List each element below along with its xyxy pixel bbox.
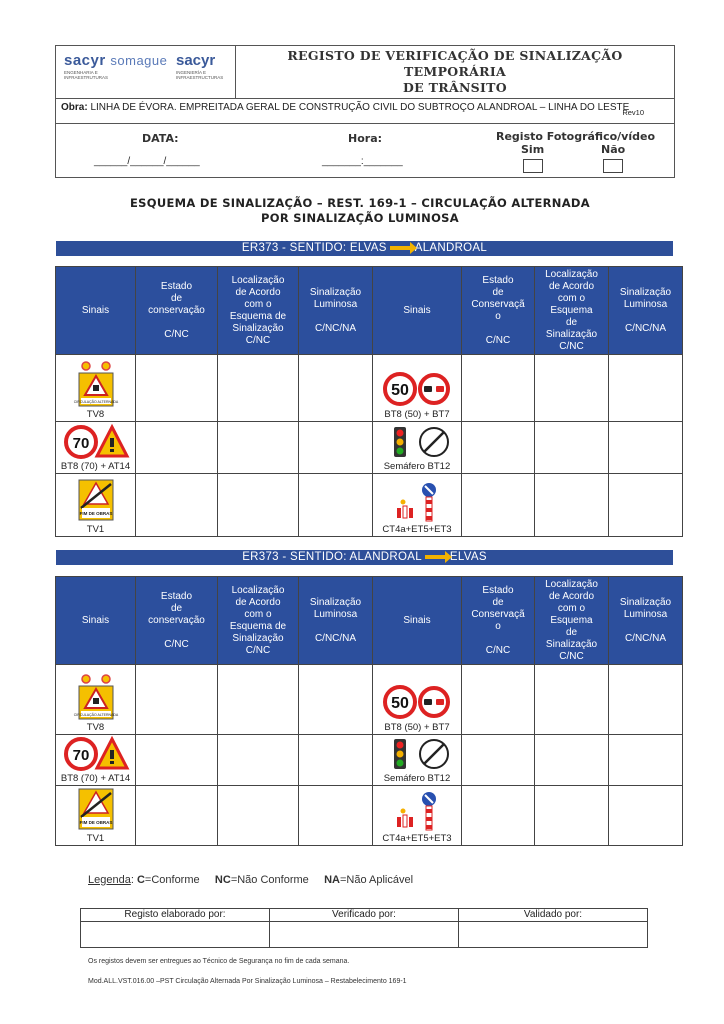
semaforo-caption: Semáfero BT12 — [383, 773, 451, 784]
cell[interactable] — [136, 355, 218, 422]
cell[interactable] — [218, 422, 299, 474]
sign-bt8-70 — [56, 422, 136, 474]
validado-label: Validado por: — [459, 909, 648, 922]
col-localizacao-2: Localização de Acordo com o Esquema de Sinalização C/NC — [535, 577, 609, 665]
bt8-70-caption: BT8 (70) + AT14 — [60, 773, 131, 784]
cell[interactable] — [462, 735, 535, 786]
speed-limit-70-icon — [63, 737, 129, 771]
col-localizacao-2: Localização de Acordo com o Esquema de Sinalização C/NC — [535, 267, 609, 355]
cell[interactable] — [218, 474, 299, 537]
form-title: REGISTO DE VERIFICAÇÃO DE SINALIZAÇÃO TEMPORÁRIA DE TRÂNSITO — [287, 48, 623, 95]
signoff-table — [80, 908, 648, 948]
cell[interactable] — [136, 474, 218, 537]
cell[interactable] — [218, 735, 299, 786]
obra-label: Obra: — [61, 102, 88, 113]
scheme-title: ESQUEMA DE SINALIZAÇÃO – REST. 169-1 – CIRCULAÇÃO ALTERNADA POR SINALIZAÇÃO LUMINOSA — [130, 196, 590, 225]
svg-text:CIRCULAÇÃO ALTERNADA: CIRCULAÇÃO ALTERNADA — [73, 400, 118, 404]
tv1-caption: TV1 — [86, 524, 105, 535]
cell[interactable] — [609, 665, 683, 735]
arrow-right-icon — [425, 555, 447, 559]
col-luminosa-2: Sinalização Luminosa C/NC/NA — [609, 577, 683, 665]
logos — [56, 46, 236, 98]
nao-checkbox[interactable] — [603, 159, 623, 173]
traffic-light-icon — [384, 425, 450, 459]
sacyr-somague-logo: sacyr somague — [64, 52, 168, 69]
col-estado: Estado de conservação C/NC — [136, 267, 218, 355]
sign-semaforo — [373, 422, 462, 474]
elaborado-label: Registo elaborado por: — [81, 909, 270, 922]
col-sinais-2: Sinais — [373, 267, 462, 355]
sacyr-logo: sacyr — [176, 52, 216, 69]
svg-text:50: 50 — [391, 695, 409, 712]
sign-bt8-70 — [56, 735, 136, 786]
sign-bt8-50 — [373, 355, 462, 422]
sign-ct4a — [373, 786, 462, 846]
tv8-sign-icon — [73, 674, 118, 720]
col-estado: Estado de conservação C/NC — [136, 577, 218, 665]
cell[interactable] — [462, 474, 535, 537]
col-estado-2: Estado de Conservaçã o C/NC — [462, 267, 535, 355]
col-sinais: Sinais — [56, 267, 136, 355]
tv8-caption: TV8 — [86, 409, 105, 420]
elaborado-signature[interactable] — [81, 922, 270, 948]
tv8-sign-icon — [73, 361, 118, 407]
svg-text:70: 70 — [72, 435, 89, 452]
cell[interactable] — [535, 355, 609, 422]
sim-label: Sim — [521, 143, 545, 156]
sign-ct4a — [373, 474, 462, 537]
sign-tv8 — [56, 665, 136, 735]
cell[interactable] — [299, 355, 373, 422]
verificado-signature[interactable] — [270, 922, 459, 948]
col-estado-2: Estado de Conservaçã o C/NC — [462, 577, 535, 665]
col-luminosa: Sinalização Luminosa C/NC/NA — [299, 577, 373, 665]
col-sinais-2: Sinais — [373, 577, 462, 665]
ct4a-sign-icon — [389, 791, 445, 831]
cell[interactable] — [299, 735, 373, 786]
cell[interactable] — [136, 422, 218, 474]
logo-right-subtitle: INGENIERÍA E INFRAESTRUCTURAS — [176, 70, 224, 80]
cell[interactable] — [609, 422, 683, 474]
col-sinais: Sinais — [56, 577, 136, 665]
cell[interactable] — [299, 422, 373, 474]
cell[interactable] — [535, 735, 609, 786]
ct4a-sign-icon — [389, 482, 445, 522]
verificado-label: Verificado por: — [270, 909, 459, 922]
col-localizacao: Localização de Acordo com o Esquema de Sinalização C/NC — [218, 577, 299, 665]
cell[interactable] — [299, 786, 373, 846]
tv8-caption: TV8 — [86, 722, 105, 733]
cell[interactable] — [218, 786, 299, 846]
data-label: DATA: — [142, 132, 179, 145]
foto-label: Registo Fotográfico/vídeo — [496, 130, 656, 143]
sign-tv8 — [56, 355, 136, 422]
cell[interactable] — [535, 474, 609, 537]
bt8-50-caption: BT8 (50) + BT7 — [384, 409, 450, 420]
hora-field[interactable]: _______:_______ — [322, 156, 403, 167]
semaforo-caption: Semáfero BT12 — [383, 461, 451, 472]
nao-label: Não — [601, 143, 626, 156]
svg-text:50: 50 — [391, 382, 409, 399]
cell[interactable] — [136, 665, 218, 735]
sign-tv1 — [56, 786, 136, 846]
sim-checkbox[interactable] — [523, 159, 543, 173]
cell[interactable] — [299, 474, 373, 537]
ct4a-caption: CT4a+ET5+ET3 — [382, 833, 452, 844]
route-bar-2: ER373 - SENTIDO: ALANDROAL ELVAS — [56, 550, 673, 565]
cell[interactable] — [218, 665, 299, 735]
cell[interactable] — [462, 355, 535, 422]
obra-row — [56, 98, 674, 124]
speed-limit-50-icon — [384, 684, 450, 720]
svg-text:FIM DE OBRAS: FIM DE OBRAS — [79, 511, 112, 516]
cell[interactable] — [609, 735, 683, 786]
traffic-light-icon — [384, 737, 450, 771]
tv1-sign-icon — [77, 787, 115, 831]
cell[interactable] — [218, 355, 299, 422]
sign-tv1 — [56, 474, 136, 537]
cell[interactable] — [535, 422, 609, 474]
svg-text:FIM DE OBRAS: FIM DE OBRAS — [79, 820, 112, 825]
ct4a-caption: CT4a+ET5+ET3 — [382, 524, 452, 535]
cell[interactable] — [462, 786, 535, 846]
form-header — [55, 45, 675, 178]
cell[interactable] — [299, 665, 373, 735]
cell[interactable] — [535, 786, 609, 846]
svg-text:CIRCULAÇÃO ALTERNADA: CIRCULAÇÃO ALTERNADA — [73, 713, 118, 717]
footer-mod: Mod.ALL.VST.016.00 –PST Circulação Alternada Por Sinalização Luminosa – Restabelecimento 169-1 — [88, 978, 407, 985]
bt8-50-caption: BT8 (50) + BT7 — [384, 722, 450, 733]
checklist-table-1 — [55, 266, 683, 537]
cell[interactable] — [609, 474, 683, 537]
col-localizacao: Localização de Acordo com o Esquema de Sinalização C/NC — [218, 267, 299, 355]
route-bar-1: ER373 - SENTIDO: ELVAS ALANDROAL — [56, 241, 673, 256]
validado-signature[interactable] — [459, 922, 648, 948]
cell[interactable] — [609, 355, 683, 422]
arrow-right-icon — [390, 246, 412, 250]
col-luminosa: Sinalização Luminosa C/NC/NA — [299, 267, 373, 355]
legend: Legenda: C=Conforme NC=Não Conforme NA=Não Aplicável — [88, 874, 414, 886]
cell[interactable] — [462, 422, 535, 474]
logo-left-subtitle: ENGENHARIA E INFRAESTRUTURAS — [64, 70, 109, 80]
checklist-table-2 — [55, 576, 683, 846]
cell[interactable] — [609, 786, 683, 846]
col-luminosa-2: Sinalização Luminosa C/NC/NA — [609, 267, 683, 355]
bt8-70-caption: BT8 (70) + AT14 — [60, 461, 131, 472]
speed-limit-70-icon — [63, 425, 129, 459]
revision: Rev10 — [622, 108, 644, 117]
data-field[interactable]: ______/______/______ — [94, 156, 200, 167]
cell[interactable] — [136, 735, 218, 786]
cell[interactable] — [136, 786, 218, 846]
sign-semaforo — [373, 735, 462, 786]
cell[interactable] — [462, 665, 535, 735]
footer-note: Os registos devem ser entregues ao Técnico de Segurança no fim de cada semana. — [88, 958, 350, 965]
cell[interactable] — [535, 665, 609, 735]
svg-text:70: 70 — [72, 747, 89, 764]
speed-limit-50-icon — [384, 371, 450, 407]
tv1-sign-icon — [77, 478, 115, 522]
tv1-caption: TV1 — [86, 833, 105, 844]
obra-text: LINHA DE ÉVORA. EMPREITADA GERAL DE CONSTRUÇÃO CIVIL DO SUBTROÇO ALANDROAL – LINHA DO LESTE — [90, 102, 630, 113]
sign-bt8-50 — [373, 665, 462, 735]
hora-label: Hora: — [348, 132, 383, 145]
